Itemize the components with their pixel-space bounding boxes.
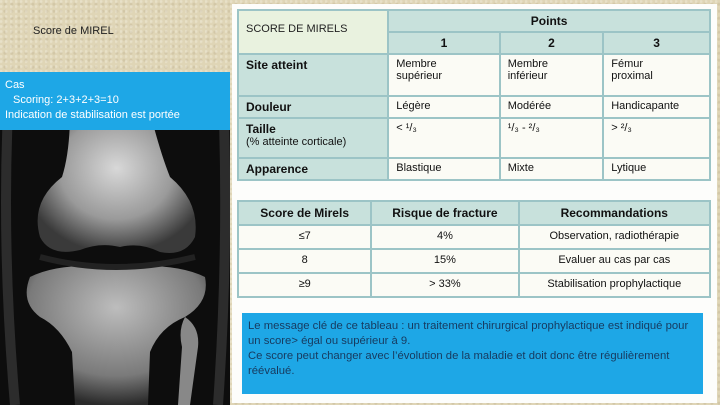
key-message-paragraph-2: Ce score peut changer avec l’évolution de la maladie et doit donc être régulièrement réévalué. bbox=[248, 350, 670, 377]
douleur-value-2: Modérée bbox=[500, 96, 604, 118]
recommendation-cell: Observation, radiothérapie bbox=[519, 225, 710, 249]
score-cell: ≥9 bbox=[238, 273, 371, 297]
site-value-1: Membre supérieur bbox=[388, 54, 499, 96]
points-col-1: 1 bbox=[388, 32, 499, 54]
header-score-de-mirels: Score de Mirels bbox=[238, 201, 371, 225]
row-label-site: Site atteint bbox=[238, 54, 388, 96]
points-col-2: 2 bbox=[500, 32, 604, 54]
recommendation-cell: Evaluer au cas par cas bbox=[519, 249, 710, 273]
apparence-value-1: Blastique bbox=[388, 158, 499, 180]
risk-cell: 4% bbox=[371, 225, 518, 249]
taille-label: Taille bbox=[246, 122, 276, 136]
points-col-3: 3 bbox=[603, 32, 710, 54]
risk-cell: > 33% bbox=[371, 273, 518, 297]
case-indication: Indication de stabilisation est portée bbox=[5, 109, 180, 121]
douleur-value-3: Handicapante bbox=[603, 96, 710, 118]
apparence-value-3: Lytique bbox=[603, 158, 710, 180]
knee-xray-image bbox=[0, 72, 230, 405]
case-label: Cas bbox=[5, 79, 25, 91]
fracture-risk-table bbox=[237, 200, 711, 298]
risk-cell: 15% bbox=[371, 249, 518, 273]
mirels-points-table bbox=[237, 9, 711, 181]
slide-title: Score de MIREL bbox=[33, 25, 114, 37]
row-label-apparence: Apparence bbox=[238, 158, 388, 180]
points-header: Points bbox=[388, 10, 710, 32]
row-label-douleur: Douleur bbox=[238, 96, 388, 118]
score-cell: ≤7 bbox=[238, 225, 371, 249]
header-risque-de-fracture: Risque de fracture bbox=[371, 201, 518, 225]
score-cell: 8 bbox=[238, 249, 371, 273]
taille-value-1: < ¹/₃ bbox=[388, 118, 499, 158]
key-message-box bbox=[242, 313, 703, 394]
row-label-taille bbox=[238, 118, 388, 158]
site-value-3: Fémur proximal bbox=[603, 54, 710, 96]
taille-value-2: ¹/₃ - ²/₃ bbox=[500, 118, 604, 158]
recommendation-cell: Stabilisation prophylactique bbox=[519, 273, 710, 297]
site-value-2: Membre inférieur bbox=[500, 54, 604, 96]
taille-sublabel: (% atteinte corticale) bbox=[246, 136, 347, 148]
douleur-value-1: Légère bbox=[388, 96, 499, 118]
header-recommandations: Recommandations bbox=[519, 201, 710, 225]
case-scoring: Scoring: 2+3+2+3=10 bbox=[13, 94, 119, 106]
table-header-score-de-mirels: SCORE DE MIRELS bbox=[238, 10, 388, 54]
case-info-box bbox=[0, 72, 230, 130]
key-message-paragraph-1: Le message clé de ce tableau : un traitement chirurgical prophylactique est indiqué pour un score> égal ou supérieur à 9. bbox=[248, 320, 689, 347]
taille-value-3: > ²/₃ bbox=[603, 118, 710, 158]
apparence-value-2: Mixte bbox=[500, 158, 604, 180]
